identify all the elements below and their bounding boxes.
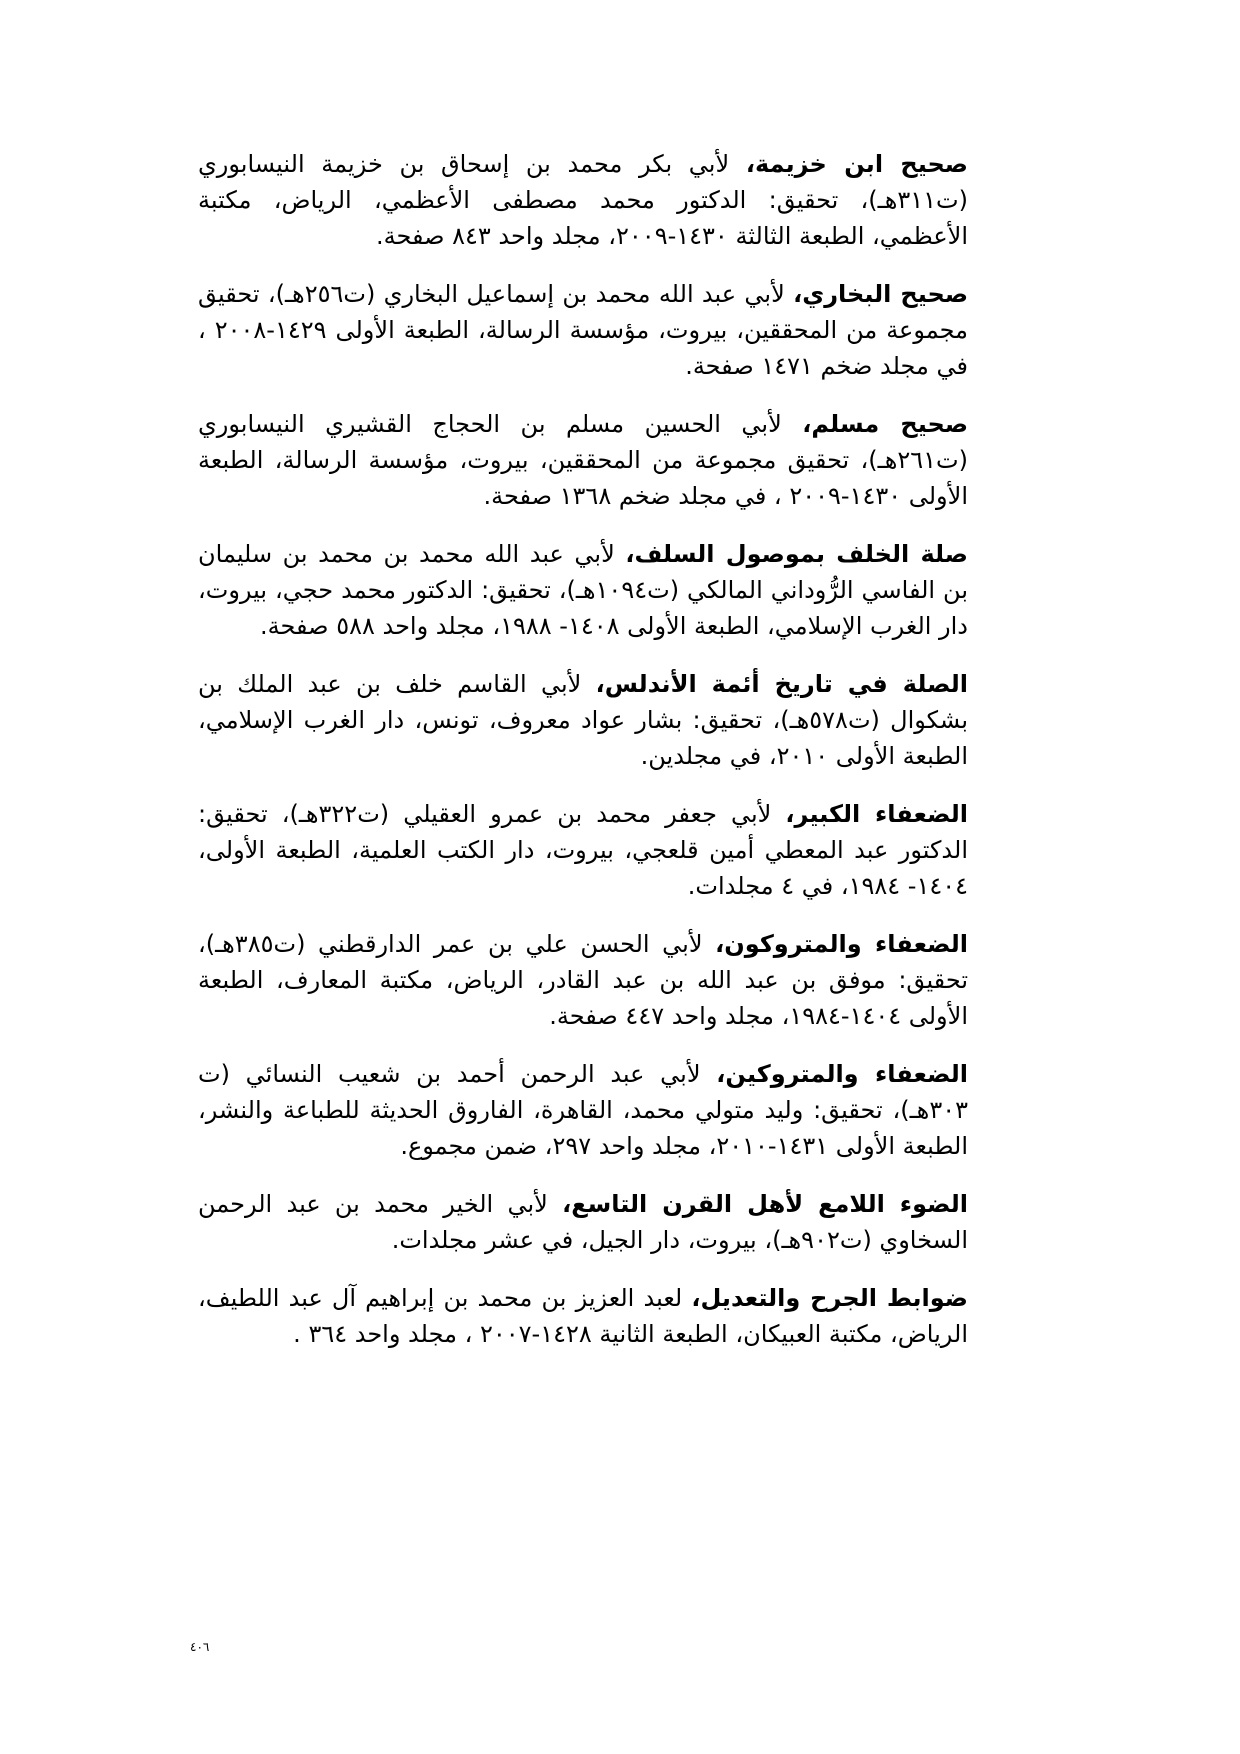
bibliography-entry [198,276,968,384]
bibliography-entry [198,536,968,644]
bibliography-entry [198,146,968,254]
entry-body: لأبي الخير محمد بن عبد الرحمن السخاوي (ت٩٠٢هـ)، بيروت، دار الجيل، في عشر مجلدات. [198,1190,968,1254]
bibliography-entry [198,406,968,514]
entry-title: الضعفاء الكبير، [785,800,968,828]
entry-body: لأبي جعفر محمد بن عمرو العقيلي (ت٣٢٢هـ)، تحقيق: الدكتور عبد المعطي أمين قلعجي، بيروت، دار الكتب العلمية، الطبعة الأولى، ١٤٠٤- ١٩٨٤، في ٤ مجلدات. [198,800,968,900]
entry-title: الضعفاء والمتروكون، [715,930,968,958]
entry-body: لأبي عبد الله محمد بن إسماعيل البخاري (ت٢٥٦هـ)، تحقيق مجموعة من المحققين، بيروت، مؤسسة الرسالة، الطبعة الأولى ١٤٢٩-٢٠٠٨ ، في مجلد ضخم ١٤٧١ صفحة. [198,280,968,380]
entry-title: صحيح ابن خزيمة، [745,150,969,178]
entry-title: الصلة في تاريخ أئمة الأندلس، [595,670,969,698]
entry-title: الضوء اللامع لأهل القرن التاسع، [562,1190,968,1218]
entry-title: الضعفاء والمتروكين، [716,1060,968,1088]
page-number: ٤٠٦ [190,1640,210,1654]
bibliography-entry [198,1056,968,1164]
entry-body: لأبي الحسن علي بن عمر الدارقطني (ت٣٨٥هـ)، تحقيق: موفق بن عبد الله بن عبد القادر، الرياض، مكتبة المعارف، الطبعة الأولى ١٤٠٤-١٩٨٤، مجلد واحد ٤٤٧ صفحة. [198,930,968,1030]
entry-title: صحيح البخاري، [793,280,969,308]
bibliography-entry [198,926,968,1034]
entry-body: لأبي القاسم خلف بن عبد الملك بن بشكوال (ت٥٧٨هـ)، تحقيق: بشار عواد معروف، تونس، دار الغرب الإسلامي، الطبعة الأولى ٢٠١٠، في مجلدين. [198,670,968,770]
entry-title: ضوابط الجرح والتعديل، [691,1284,969,1312]
entry-body: لأبي عبد الرحمن أحمد بن شعيب النسائي (ت ٣٠٣هـ)، تحقيق: وليد متولي محمد، القاهرة، الفاروق الحديثة للطباعة والنشر، الطبعة الأولى ١٤٣١-٢٠١٠، مجلد واحد ٢٩٧، ضمن مجموع. [198,1060,968,1160]
bibliography-entry [198,796,968,904]
entry-body: لأبي عبد الله محمد بن محمد بن سليمان بن الفاسي الرُّوداني المالكي (ت١٠٩٤هـ)، تحقيق: الدكتور محمد حجي، بيروت، دار الغرب الإسلامي، الطبعة الأولى ١٤٠٨- ١٩٨٨، مجلد واحد ٥٨٨ صفحة. [198,540,969,640]
entry-title: صحيح مسلم، [802,410,969,438]
entry-body: لعبد العزيز بن محمد بن إبراهيم آل عبد اللطيف، الرياض، مكتبة العبيكان، الطبعة الثانية ١٤٢٨-٢٠٠٧ ، مجلد واحد ٣٦٤ . [198,1284,968,1348]
bibliography-entry [198,666,968,774]
entry-body: لأبي بكر محمد بن إسحاق بن خزيمة النيسابوري (ت٣١١هـ)، تحقيق: الدكتور محمد مصطفى الأعظمي، الرياض، مكتبة الأعظمي، الطبعة الثالثة ١٤٣٠-٢٠٠٩، مجلد واحد ٨٤٣ صفحة. [198,150,968,250]
bibliography-entry [198,1186,968,1258]
entry-body: لأبي الحسين مسلم بن الحجاج القشيري النيسابوري (ت٢٦١هـ)، تحقيق مجموعة من المحققين، بيروت، مؤسسة الرسالة، الطبعة الأولى ١٤٣٠-٢٠٠٩ ، في مجلد ضخم ١٣٦٨ صفحة. [198,410,968,510]
bibliography-entry [198,1280,968,1352]
entry-title: صلة الخلف بموصول السلف، [625,540,969,568]
bibliography-list [198,146,968,1374]
